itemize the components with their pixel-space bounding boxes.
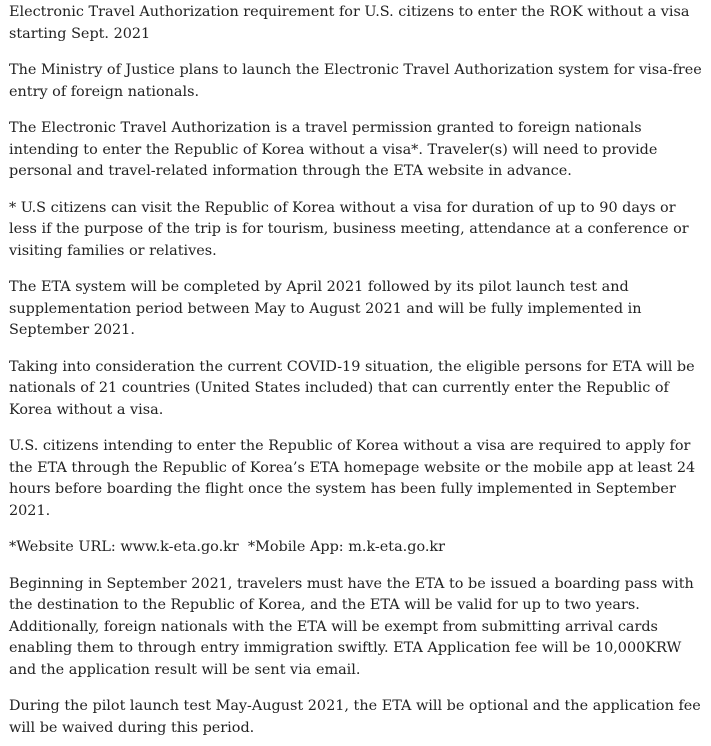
article-paragraph: Beginning in September 2021, travelers must have the ETA to be issued a boarding pass with the destination to the Republic of Korea, and the ETA will be valid for up to two years. Additionally, foreign nationals with the ETA will be exempt from submitting arrival cards enabling them to through entry immigration swiftly. ETA Application fee will be 10,000KRW and the application result will be sent via email. xyxy=(9,575,694,678)
eta-links: *Website URL: www.k-eta.go.kr *Mobile App: m.k-eta.go.kr xyxy=(9,539,446,555)
article-paragraph: The Ministry of Justice plans to launch the Electronic Travel Authorization system for visa-free entry of foreign nationals. xyxy=(9,62,702,100)
article-paragraph: U.S. citizens intending to enter the Republic of Korea without a visa are required to apply for the ETA through the Republic of Korea’s ETA homepage website or the mobile app at least 24 hours before boarding the flight once the system has been fully implemented in September 2021. xyxy=(9,438,696,519)
article-paragraph: During the pilot launch test May-August 2021, the ETA will be optional and the application fee will be waived during this period. xyxy=(9,698,701,736)
article-footnote: * U.S citizens can visit the Republic of Korea without a visa for duration of up to 90 days or less if the purpose of the trip is for tourism, business meeting, attendance at a conference or visiting families or relatives. xyxy=(9,199,689,259)
article-paragraph: The ETA system will be completed by April 2021 followed by its pilot launch test and supplementation period between May to August 2021 and will be fully implemented in September 2021. xyxy=(9,279,642,338)
article-paragraph: The Electronic Travel Authorization is a travel permission granted to foreign nationals intending to enter the Republic of Korea without a visa*. Traveler(s) will need to provide personal and travel-related information through the ETA website in advance. xyxy=(9,120,658,179)
article-paragraph: Taking into consideration the current COVID-19 situation, the eligible persons for ETA will be nationals of 21 countries (United States included) that can currently enter the Republic of Korea without a visa. xyxy=(9,358,695,418)
article-headline: Electronic Travel Authorization requirement for U.S. citizens to enter the ROK without a visa starting Sept. 2021 xyxy=(9,4,690,42)
